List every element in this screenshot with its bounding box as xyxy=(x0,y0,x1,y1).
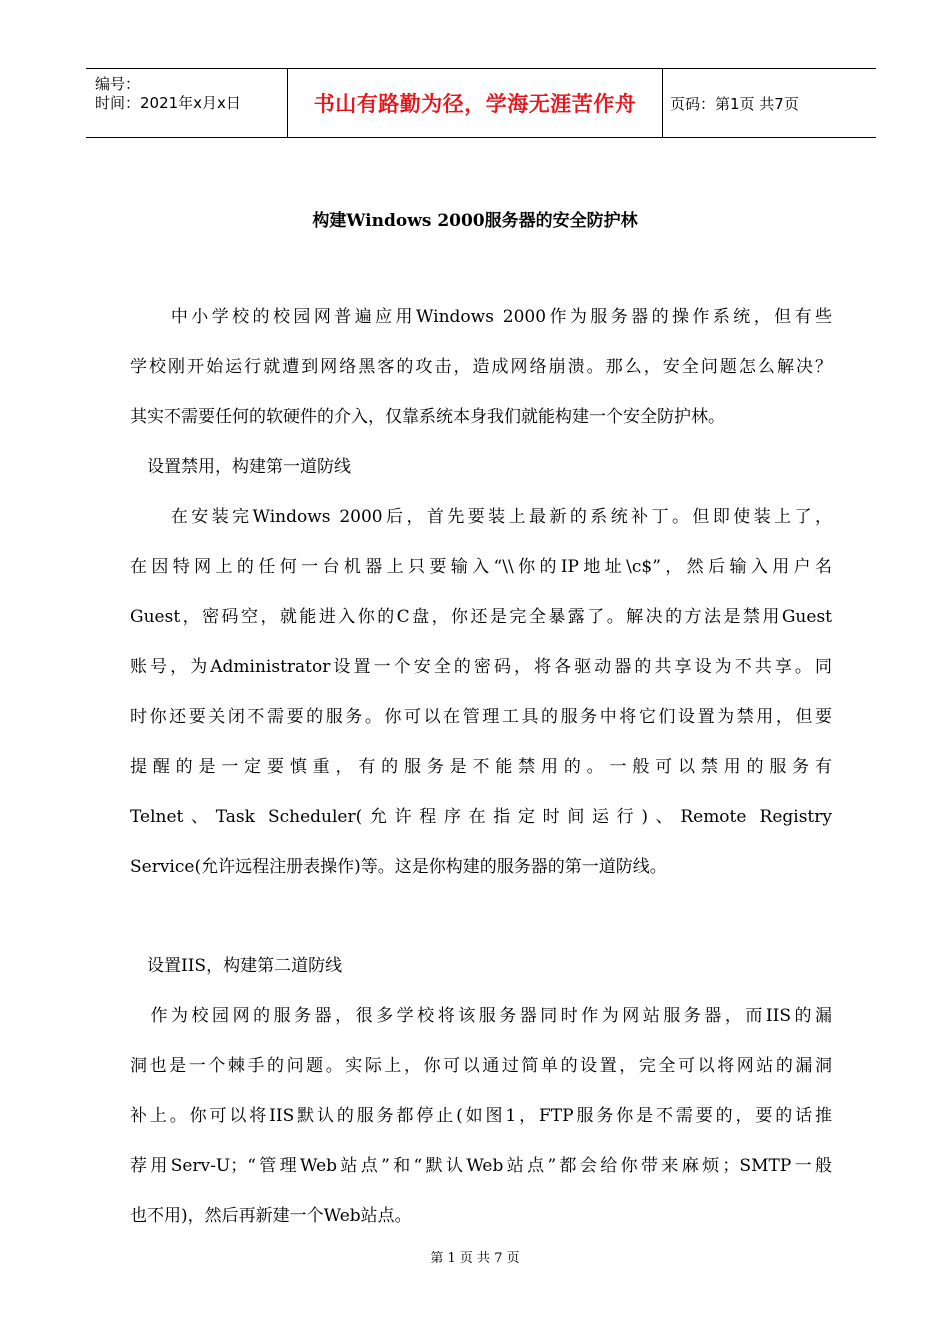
body-line: 其实不需要任何的软硬件的介入，仅靠系统本身我们就能构建一个安全防护林。 xyxy=(130,407,725,427)
body-line: 作为校园网的服务器，很多学校将该服务器同时作为网站服务器，而IIS的漏 xyxy=(130,1006,832,1026)
document-header xyxy=(86,68,876,138)
body-line: 也不用)，然后再新建一个Web站点。 xyxy=(130,1206,412,1226)
header-page-info: 页码：第1页 共7页 xyxy=(670,94,799,113)
body-line: 学校刚开始运行就遭到网络黑客的攻击，造成网络崩溃。那么，安全问题怎么解决？ xyxy=(130,357,832,377)
section-heading: 设置禁用，构建第一道防线 xyxy=(130,457,351,477)
header-time-label: 时间：2021年x月x日 xyxy=(95,94,241,112)
header-id-label: 编号： xyxy=(95,75,141,93)
section-heading: 设置IIS，构建第二道防线 xyxy=(130,956,343,976)
body-line: 在因特网上的任何一台机器上只要输入“\\你的IP地址\c$”，然后输入用户名 xyxy=(130,557,832,577)
body-line: 账号，为Administrator设置一个安全的密码，将各驱动器的共享设为不共享。同 xyxy=(130,657,832,677)
body-line: 荐用Serv-U；“管理Web站点”和“默认Web站点”都会给你带来麻烦；SMTP一般 xyxy=(130,1156,832,1176)
body-line: Service(允许远程注册表操作)等。这是你构建的服务器的第一道防线。 xyxy=(130,857,667,877)
body-line: Guest，密码空，就能进入你的C盘，你还是完全暴露了。解决的方法是禁用Guest xyxy=(130,607,832,627)
body-line: 提醒的是一定要慎重，有的服务是不能禁用的。一般可以禁用的服务有 xyxy=(130,757,832,777)
document-title: 构建Windows 2000服务器的安全防护林 xyxy=(312,211,638,231)
body-line: 在安装完Windows 2000后，首先要装上最新的系统补丁。但即使装上了， xyxy=(130,507,832,527)
body-line: Telnet、Task Scheduler(允许程序在指定时间运行)、Remote Registry xyxy=(130,807,832,827)
body-line: 中小学校的校园网普遍应用Windows 2000作为服务器的操作系统，但有些 xyxy=(130,307,832,327)
body-line: 时你还要关闭不需要的服务。你可以在管理工具的服务中将它们设置为禁用，但要 xyxy=(130,707,832,727)
page-footer: 第 1 页 共 7 页 xyxy=(430,1251,520,1266)
body-line: 洞也是一个棘手的问题。实际上，你可以通过简单的设置，完全可以将网站的漏洞 xyxy=(130,1056,832,1076)
header-meta-cell xyxy=(86,69,287,137)
body-line: 补上。你可以将IIS默认的服务都停止(如图1，FTP服务你是不需要的，要的话推 xyxy=(130,1106,832,1126)
header-slogan: 书山有路勤为径，学海无涯苦作舟 xyxy=(287,69,663,137)
